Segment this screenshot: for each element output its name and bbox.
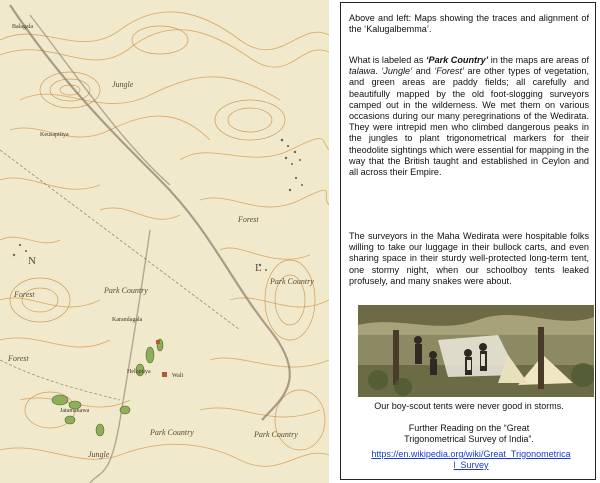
map-label-park-country: Park Country — [254, 430, 298, 439]
further-reading — [349, 423, 589, 445]
map-letter-n: N — [28, 255, 36, 267]
surveyors-paragraph: The surveyors in the Maha Wedirata were hospitable folks willing to take our luggage in their bullock carts, and even sharing space in their sturdy well-protected long-term tent, one stormy night, when our schoolboy tents leaked profusely, and many snakes were about. — [349, 231, 589, 286]
map-label-park-country: Park Country — [104, 286, 148, 295]
text-run: are other types of vegetation, and green areas are paddy fields; all carefully and beautifully mapped by the old foot-slogging surveyors camped out in the wilderness. We met them on various occasions during our many peregrinations of the Wedirata. They were intrepid men who climbed dangerous peaks in the jungles to plant trigonometrical markers for their theodolite sightings which were essential for mapping in the way that the British taught and established in Ceylon and all across their Empire. — [349, 66, 589, 178]
map-label-jungle: Jungle — [88, 450, 110, 459]
map-label-heluptiya: Heluptiya — [127, 369, 151, 375]
map-label-wali: Wali — [172, 373, 184, 379]
text-run: in the maps are areas of — [488, 55, 589, 65]
intro-paragraph: Above and left: Maps showing the traces and alignment of the ‘Kalugalbemma’. — [349, 13, 589, 35]
map-label-jungle: Jungle — [112, 80, 134, 89]
map-label-keusapitiya: Keusapitiya — [40, 132, 69, 138]
park-country-term: ‘Park Country’ — [425, 55, 489, 65]
text-panel — [340, 2, 596, 480]
photo-illustration — [358, 305, 594, 397]
description-paragraph — [349, 55, 589, 178]
forest-term: ‘Forest’ — [434, 66, 465, 77]
jungle-term: ‘Jungle’ — [381, 66, 413, 77]
text-run: . — [375, 66, 382, 77]
map-label-jatamanawa: Jatamanawa — [60, 408, 90, 414]
map-label-forest: Forest — [14, 290, 35, 299]
text-run: What is labeled as — [349, 55, 426, 65]
photo-caption: Our boy-scout tents were never good in storms. — [374, 401, 564, 411]
map-label-forest: Forest — [238, 215, 259, 224]
wikipedia-link[interactable]: https://en.wikipedia.org/wiki/Great_Trigonometrical_Survey — [371, 449, 571, 470]
map-label-karandagala: Karandagala — [112, 317, 143, 323]
talawa-term: talawa — [349, 66, 376, 77]
map-letter-l: L — [255, 262, 262, 274]
map-label-park-country: Park Country — [150, 428, 194, 437]
text-run: and — [412, 66, 435, 77]
further-reading-line: Trigonometrical Survey of India”. — [404, 434, 534, 444]
further-reading-line: Further Reading on the “Great — [408, 423, 530, 433]
map-label-park-country: Park Country — [270, 277, 314, 286]
map-label-balagala: Balagala — [12, 24, 33, 30]
map-label-forest: Forest — [8, 354, 29, 363]
boy-scout-tents-photo — [358, 305, 594, 397]
